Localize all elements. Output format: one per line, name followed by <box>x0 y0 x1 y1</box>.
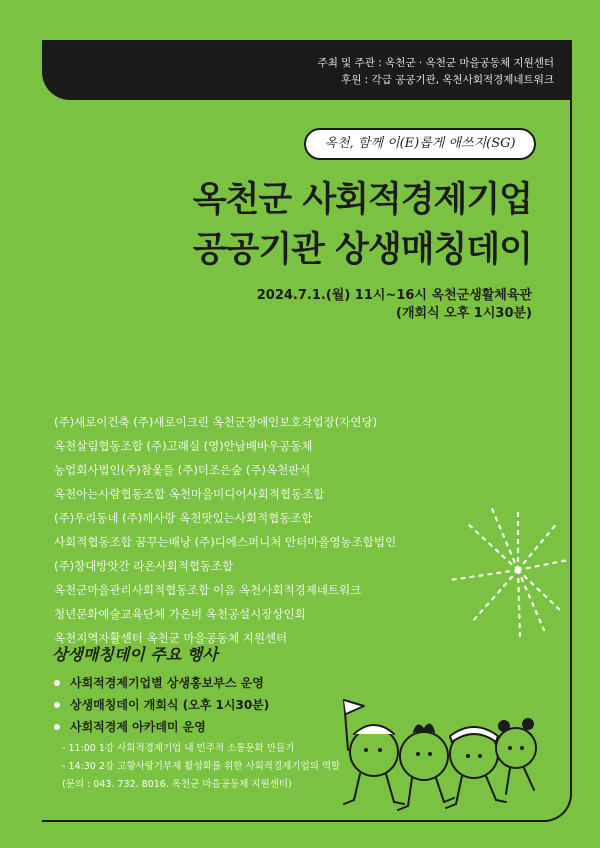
event-item-label: 상생매칭데이 개회식 (오후 1시30분) <box>70 698 270 712</box>
main-title-line2: 공공기관 상생매칭데이 <box>192 230 532 270</box>
event-item <box>52 694 269 716</box>
participant-row: 농업회사법인(주)참옻들 (주)더조은숲 (주)옥천판석 <box>54 463 311 477</box>
academy-details <box>62 740 340 794</box>
event-item <box>52 716 269 738</box>
event-item <box>52 672 269 694</box>
bullet-icon <box>54 680 60 686</box>
event-list <box>52 672 269 738</box>
academy-lecture-1: - 11:00 1강 사회적경제기업 내 민주적 소통문화 만들기 <box>62 743 295 754</box>
participant-row: 옥천지역자활센터 옥천군 마을공동체 지원센터 <box>54 631 288 645</box>
contact-info: (문의 : 043. 732. 8016. 옥천군 마을공동체 지원센터) <box>62 779 292 790</box>
academy-lecture-2: - 14:30 2강 고향사랑기부제 활성화를 위한 사회적경제기업의 역할 <box>62 761 341 772</box>
participant-list <box>54 410 396 650</box>
event-item-label: 사회적경제기업별 상생홍보부스 운영 <box>70 676 264 690</box>
organizer-text: 주최 및 주관 : 옥천군 · 옥천군 마을공동체 지원센터 <box>317 57 554 69</box>
bullet-icon <box>54 724 60 730</box>
date-venue: 2024.7.1.(월) 11시~16시 옥천군생활체육관 <box>256 288 532 303</box>
participant-row: 사회적협동조합 꿈꾸는배낭 (주)디에스퍼니처 안터마을영농조합법인 <box>54 535 397 549</box>
sponsor-text: 후원 : 각급 공공기관, 옥천사회적경제네트워크 <box>341 74 554 86</box>
event-item-label: 사회적경제 아카데미 운영 <box>70 720 206 734</box>
participant-row: 옥천군마을관리사회적협동조합 이음 옥천사회적경제네트워크 <box>54 583 362 597</box>
slogan-badge: 옥천, 함께 이(E)롭게 애쓰지(SG) <box>304 128 536 160</box>
participant-row: (주)새로이건축 (주)새로이크린 옥천군장애인보호작업장(자연당) <box>54 415 378 429</box>
participant-row: 옥천아는사람협동조합 옥천마을미디어사회적협동조합 <box>54 487 325 501</box>
events-title: 상생매칭데이 주요 행사 <box>52 645 218 664</box>
participant-row: (주)우리동네 (주)해사랑 옥천맛있는사회적협동조합 <box>54 511 313 525</box>
opening-time: (개회식 오후 1시30분) <box>396 306 532 321</box>
bullet-icon <box>54 702 60 708</box>
participant-row: (주)창대방앗간 라온사회적협동조합 <box>54 559 234 573</box>
header-bar <box>42 40 572 100</box>
mascot-illustration <box>330 690 540 830</box>
participant-row: 청년문화예술교육단체 가온비 옥천공설시장상인회 <box>54 607 306 621</box>
participant-row: 옥천살림협동조합 (주)고래실 (영)안남배바우공동체 <box>54 439 313 453</box>
main-title-line1: 옥천군 사회적경제기업 <box>192 180 532 220</box>
